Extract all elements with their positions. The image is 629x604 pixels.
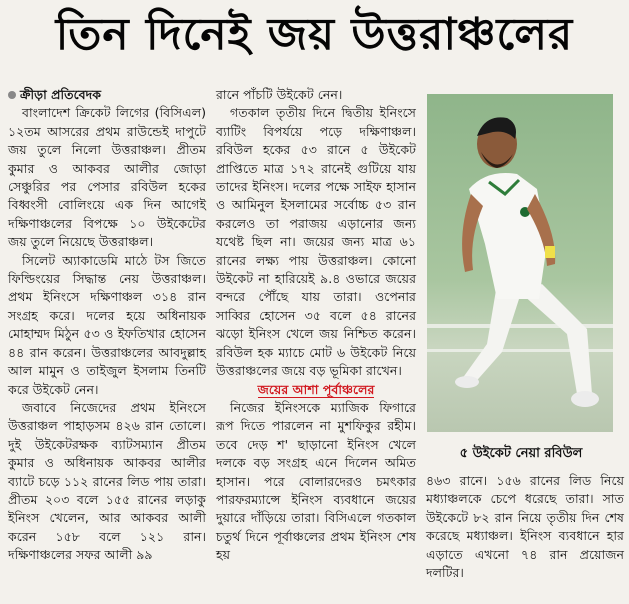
photo-caption: ৫ উইকেট নেয়া রবিউল — [459, 446, 583, 461]
byline — [8, 86, 206, 104]
bullet-icon — [8, 91, 16, 99]
paragraph: গতকাল তৃতীয় দিনে দ্বিতীয় ইনিংসে ব্যাটিং বিপর্যয়ে পড়ে দক্ষিণাঞ্চল। রবিউল হকের ৫৩ রানে ৫ উইকেট প্রাপ্তিতে মাত্র ১৭২ রানেই গুটিয়ে যায় তাদের ইনিংস। দলের পক্ষে সাইফ হাসান ও আমিনুল ইসলামের সর্বোচ্চ ৫৩ রান করলেও তা পরাজয় এড়ানোর জন্য যথেষ্ট ছিল না। জয়ের জন্য মাত্র ৬১ রানের লক্ষ্য পায় উত্তরাঞ্চল। কোনো উইকেট না হারিয়েই ৯.৪ ওভারে জয়ের বন্দরে পৌঁছে যায় তারা। ওপেনার সাব্বির হোসেন ৩৫ বলে ৫৪ রানের ঝড়ো ইনিংস খেলে জয় নিশ্চিত করেন। রবিউল হক ম্যাচে মোট ৬ উইকেট নিয়ে উত্তরাঞ্চলের জয়ে বড় ভূমিকা রাখেন। — [216, 105, 416, 379]
paragraph: রানে পাঁচটি উইকেট নেন। — [216, 87, 343, 102]
paragraph: সিলেট অ্যাকাডেমি মাঠে টস জিতে ফিল্ডিংয়ের সিদ্ধান্ত নেয় উত্তরাঞ্চল। প্রথম ইনিংসে দক্ষিণাঞ্চল ৩১৪ রান সংগ্রহ করে। দলের হয়ে অধিনায়ক মোহাম্মদ মিঠুন ৫৩ ও ইফতিখার হোসেন ৪৪ রান করেন। উত্তরাঞ্চলের আবদুল্লাহ আল মামুন ও তাইজুল ইসলাম তিনটি করে উইকেট নেন। — [8, 252, 206, 397]
subheading — [216, 381, 416, 399]
headline: তিন দিনেই জয় উত্তরাঞ্চলের — [55, 8, 574, 60]
article-column-3 — [426, 472, 624, 582]
paragraph: ৪৬৩ রানে। ১৫৬ রানের লিড নিয়ে মধ্যাঞ্চলকে চেপে ধরেছে তারা। সাত উইকেটে ৮২ রান নিয়ে তৃতীয় দিন শেষ করেছে মধ্যাঞ্চল। ইনিংস ব্যবধানে হার এড়াতে এখনো ৭৪ রান প্রয়োজন দলটির। — [426, 473, 624, 581]
subheading-text: জয়ের আশা পূর্বাঞ্চলের — [257, 381, 375, 397]
paragraph: জবাবে নিজেদের প্রথম ইনিংসে উত্তরাঞ্চল পাহাড়সম ৪২৬ রান তোলে। দুই উইকেটরক্ষক ব্যাটসম্যান প্রীতম কুমার ও অধিনায়ক আকবর আলীর ব্যাটে চড়ে ১১২ রানের লিড পায় তারা। প্রীতম ২০৩ বলে ১৫৫ রানের লড়াকু ইনিংস খেলেন, আর আকবর আলী করেন ১৫৮ বলে ১২১ রান। দক্ষিণাঞ্চলের সফর আলী ৯৯ — [8, 399, 206, 563]
paragraph: বাংলাদেশ ক্রিকেট লিগের (বিসিএল) ১২তম আসরের প্রথম রাউন্ডেই দাপুটে জয় তুলে নিলো উত্তরাঞ্চল। প্রীতম কুমার ও আকবর আলীর জোড়া সেঞ্চুরির পর পেসার রবিউল হকের বিধ্বংসী বোলিংয়ে এক দিন আগেই দক্ষিণাঞ্চলের বিপক্ষে ১০ উইকেটের জয় তুলে নিয়েছে উত্তরাঞ্চল। — [8, 105, 206, 250]
paragraph: নিজের ইনিংসকে ম্যাজিক ফিগারে রূপ দিতে পারলেন না মুশফিকুর রহীম। তবে দেড় শ' ছাড়ানো ইনিংস খেলে দলকে বড় সংগ্রহ এনে দিলেন অমিত হাসান। পরে বোলারদেরও চমৎকার পারফরম্যান্সে ইনিংস ব্যবধানে জয়ের দুয়ারে দাঁড়িয়ে তারা। বিসিএলে গতকাল চতুর্থ দিনে পূর্বাঞ্চলের প্রথম ইনিংস শেষ হয় — [216, 399, 416, 563]
byline-text: ক্রীড়া প্রতিবেদক — [20, 87, 102, 102]
article-column-2 — [216, 86, 416, 565]
player-photo — [427, 94, 613, 432]
article-column-1 — [8, 86, 206, 565]
